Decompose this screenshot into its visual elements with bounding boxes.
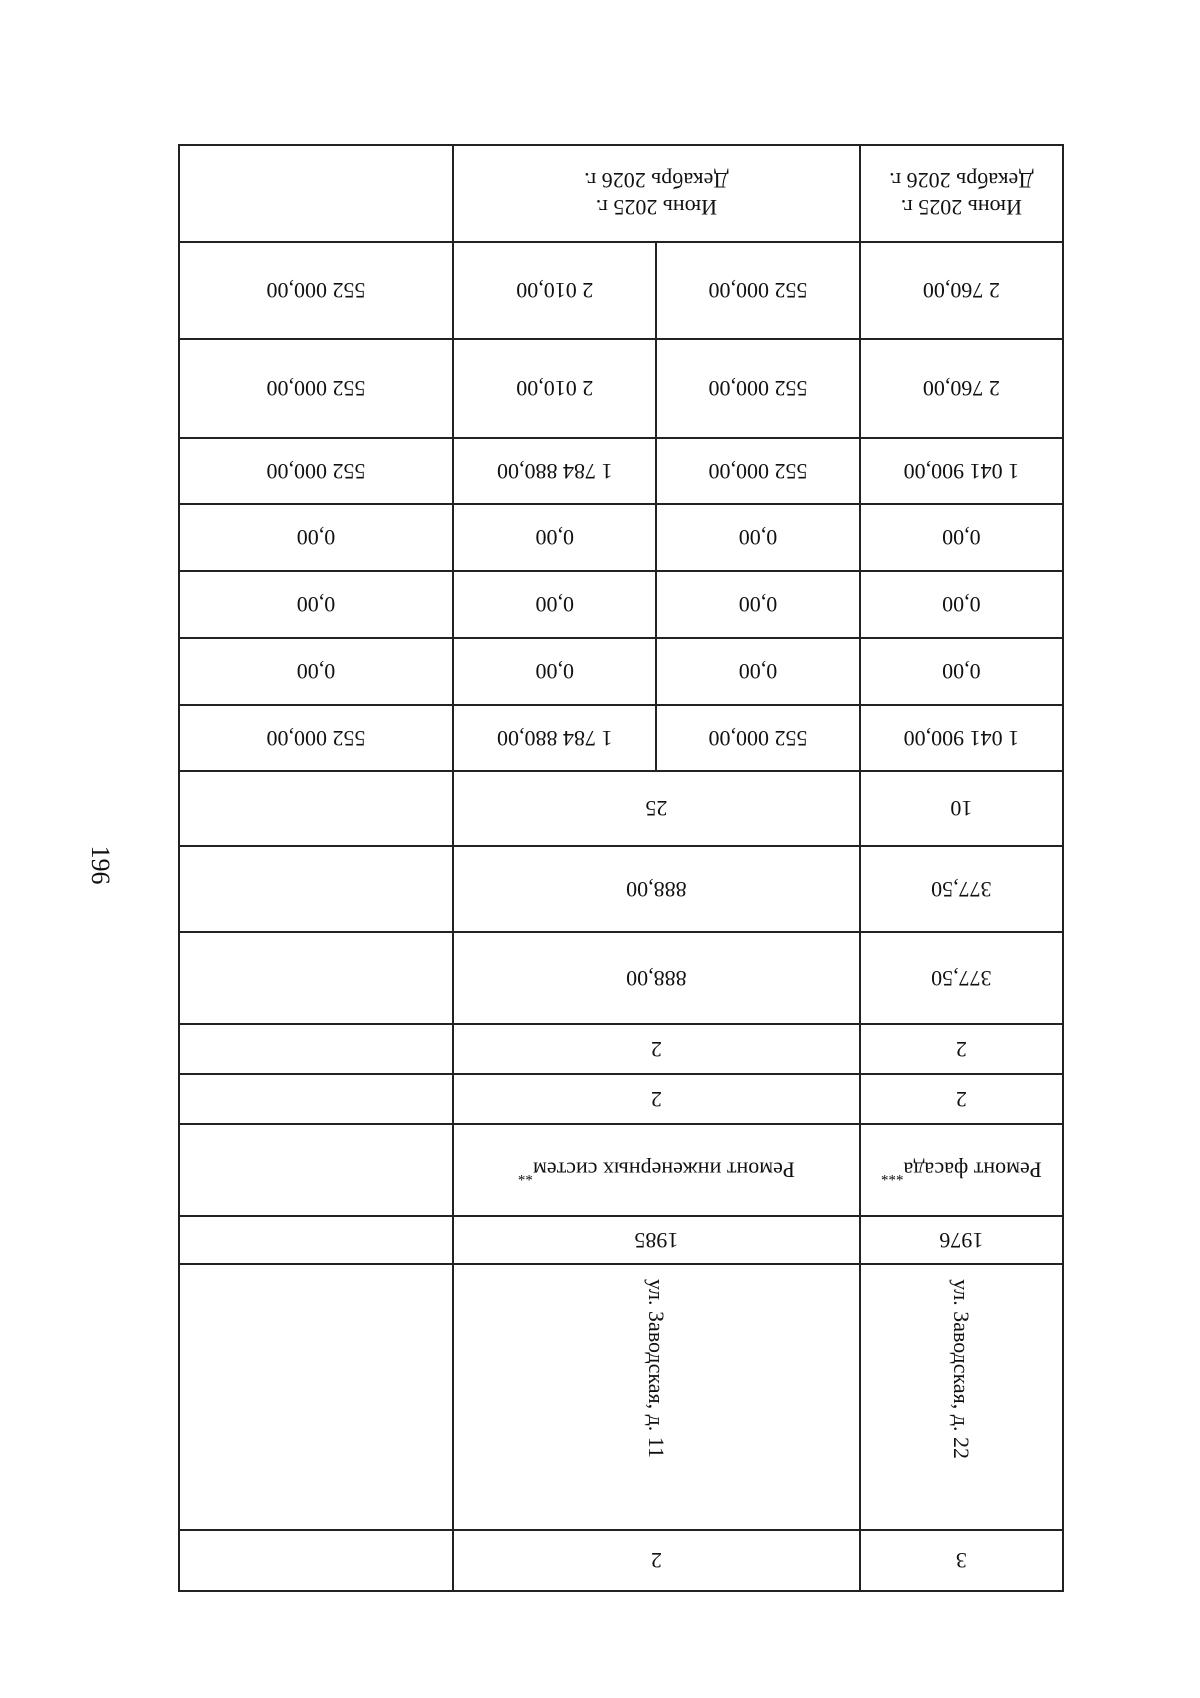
table-row xyxy=(179,504,1063,571)
cost-cell: 0,00 xyxy=(860,571,1063,638)
cost-cell: 0,00 xyxy=(453,571,656,638)
cost-cell: 0,00 xyxy=(860,504,1063,571)
unit-cost-cell: 552 000,00 xyxy=(179,339,453,438)
work-type-text: Ремонт фасада xyxy=(903,1158,1042,1184)
work-type xyxy=(860,1124,1063,1216)
empty-cell xyxy=(179,145,453,242)
value-cell: 25 xyxy=(453,771,860,846)
cost-cell: 1 784 880,00 xyxy=(453,705,656,771)
table-row xyxy=(179,242,1063,338)
table-row xyxy=(179,771,1063,846)
empty-cell xyxy=(179,1264,453,1531)
value-cell: 2 xyxy=(860,1024,1063,1074)
cost-cell: 1 041 900,00 xyxy=(860,438,1063,504)
cost-cell: 552 000,00 xyxy=(656,438,859,504)
table-row xyxy=(179,1530,1063,1591)
cost-cell: 0,00 xyxy=(453,638,656,705)
value-cell: 888,00 xyxy=(453,932,860,1024)
cost-cell: 1 784 880,00 xyxy=(453,438,656,504)
schedule-end: Декабрь 2026 г. xyxy=(584,167,729,193)
footnote-mark: *** xyxy=(880,1167,904,1184)
empty-cell xyxy=(179,1216,453,1263)
table-row xyxy=(179,705,1063,771)
unit-cost-cell: 2 760,00 xyxy=(860,242,1063,338)
works-table xyxy=(178,144,1064,1592)
address: ул. Заводская, д. 11 xyxy=(644,1279,670,1459)
empty-cell xyxy=(179,1024,453,1074)
schedule-cell xyxy=(453,145,860,242)
cost-cell: 0,00 xyxy=(656,504,859,571)
empty-cell xyxy=(179,1074,453,1124)
cost-cell: 1 041 900,00 xyxy=(860,705,1063,771)
schedule-start: Июнь 2025 г. xyxy=(595,195,717,221)
table-row xyxy=(179,1124,1063,1216)
table-row xyxy=(179,1074,1063,1124)
cost-cell: 0,00 xyxy=(179,638,453,705)
unit-cost-cell: 552 000,00 xyxy=(656,242,859,338)
build-year: 1976 xyxy=(860,1216,1063,1263)
table-row xyxy=(179,339,1063,438)
row-number: 3 xyxy=(860,1530,1063,1591)
address-cell xyxy=(860,1264,1063,1531)
cost-cell: 0,00 xyxy=(453,504,656,571)
value-cell: 377,50 xyxy=(860,932,1063,1024)
cost-cell: 0,00 xyxy=(179,571,453,638)
table-row xyxy=(179,638,1063,705)
schedule-end: Декабрь 2026 г. xyxy=(889,167,1034,193)
row-number: 2 xyxy=(453,1530,860,1591)
table-row xyxy=(179,571,1063,638)
cost-cell: 552 000,00 xyxy=(179,438,453,504)
value-cell: 2 xyxy=(453,1074,860,1124)
unit-cost-cell: 552 000,00 xyxy=(179,242,453,338)
cost-cell: 0,00 xyxy=(656,638,859,705)
empty-cell xyxy=(179,771,453,846)
value-cell: 888,00 xyxy=(453,846,860,932)
table-row xyxy=(179,932,1063,1024)
table-row xyxy=(179,438,1063,504)
table-row xyxy=(179,846,1063,932)
unit-cost-cell: 552 000,00 xyxy=(656,339,859,438)
value-cell: 10 xyxy=(860,771,1063,846)
value-cell: 377,50 xyxy=(860,846,1063,932)
unit-cost-cell: 2 760,00 xyxy=(860,339,1063,438)
build-year: 1985 xyxy=(453,1216,860,1263)
cost-cell: 552 000,00 xyxy=(656,705,859,771)
unit-cost-cell: 2 010,00 xyxy=(453,242,656,338)
empty-cell xyxy=(179,846,453,932)
footnote-mark: ** xyxy=(517,1167,533,1184)
cost-cell: 552 000,00 xyxy=(179,705,453,771)
work-type xyxy=(453,1124,860,1216)
table-row xyxy=(179,1264,1063,1531)
unit-cost-cell: 2 010,00 xyxy=(453,339,656,438)
table-row xyxy=(179,1024,1063,1074)
work-type-text: Ремонт инженерных систем xyxy=(532,1158,795,1184)
address-cell xyxy=(453,1264,860,1531)
value-cell: 2 xyxy=(860,1074,1063,1124)
schedule-cell xyxy=(860,145,1063,242)
page-number: 196 xyxy=(86,845,115,885)
cost-cell: 0,00 xyxy=(860,638,1063,705)
table-row xyxy=(179,145,1063,242)
cost-cell: 0,00 xyxy=(179,504,453,571)
empty-cell xyxy=(179,1124,453,1216)
empty-cell xyxy=(179,932,453,1024)
empty-cell xyxy=(179,1530,453,1591)
table-row xyxy=(179,1216,1063,1263)
value-cell: 2 xyxy=(453,1024,860,1074)
schedule-start: Июнь 2025 г. xyxy=(900,195,1022,221)
cost-cell: 0,00 xyxy=(656,571,859,638)
address: ул. Заводская, д. 22 xyxy=(949,1279,975,1459)
